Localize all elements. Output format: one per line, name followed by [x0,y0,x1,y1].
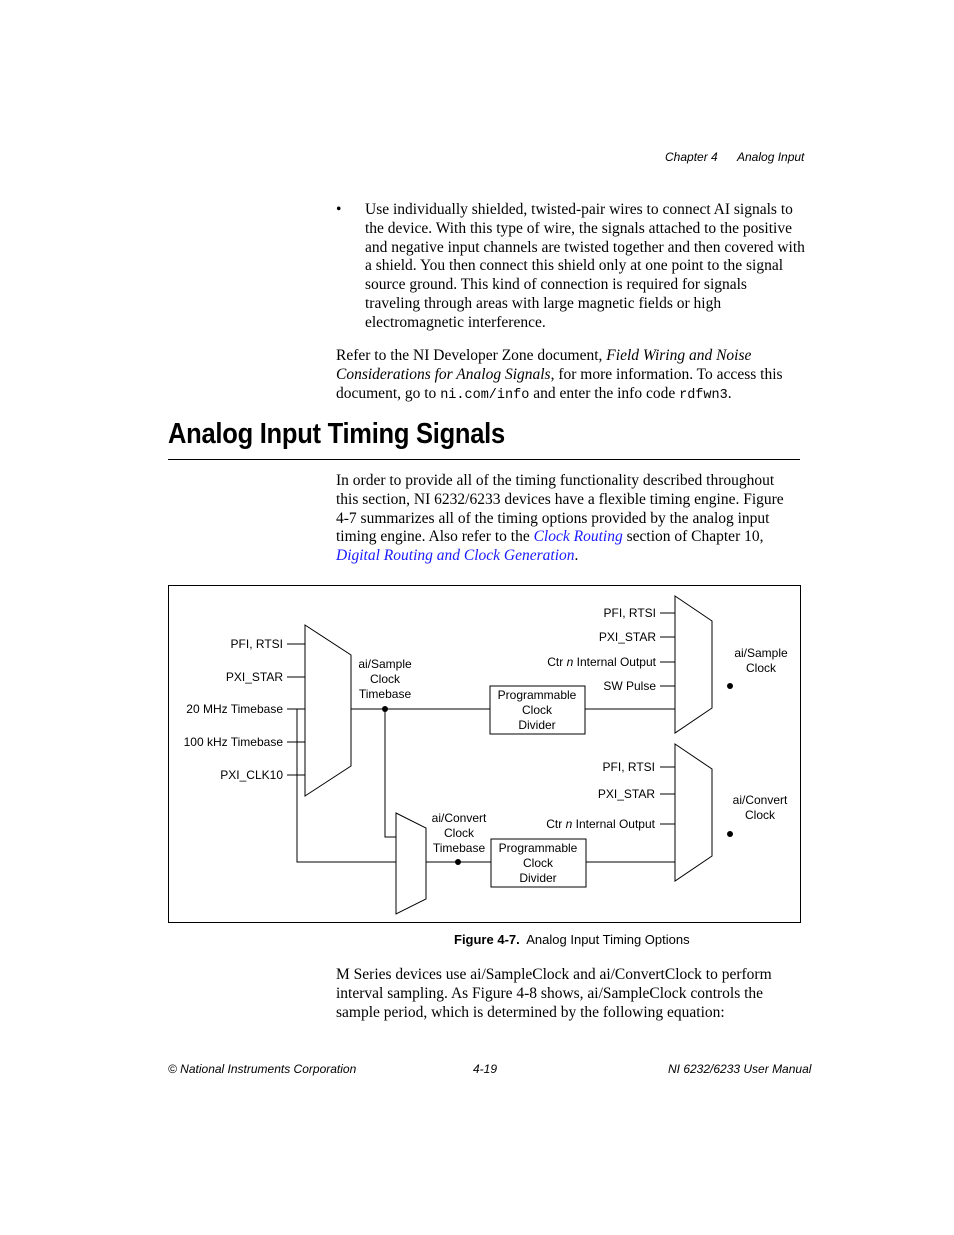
convert-clock-mux [675,744,712,881]
convert-tb-label-2: Timebase [432,841,486,855]
tb-input-1: PXI_STAR [225,670,283,684]
tb-input-0: PFI, RTSI [230,637,283,651]
refer-middle: , for more information. To access this document, go to [336,365,783,402]
sample-divider-label-0: Programmable [497,688,577,702]
footer-right: NI 6232/6233 User Manual [668,1062,812,1076]
convert-output-label-1: Clock [744,808,776,822]
intro-part1: In order to provide all of the timing functionality described throughout this section, NI 6232/6233 devices have a flexible timing engine. Figure 4-7 summarizes all of the timing options provided by the analog input timing engine. Also refer to the [336,472,784,546]
sample-divider-label-1: Clock [521,703,553,717]
tb-input-2: 20 MHz Timebase [186,702,283,716]
closing-paragraph: M Series devices use ai/SampleClock and ai/ConvertClock to perform interval sampling. As Figure 4-8 shows, ai/SampleClock controls the sample period, which is determined by the following equation: [336,966,772,1021]
heading-rule [168,459,800,460]
clock-routing-link[interactable]: Clock Routing [533,528,623,546]
caption-title: Analog Input Timing Options [526,932,690,947]
figure-caption [454,932,690,947]
intro-part3: . [574,547,579,565]
convert-clock-junction [727,831,733,837]
sample-input-3: SW Pulse [603,679,656,693]
intro-paragraph [336,472,800,566]
footer-page-number: 4-19 [473,1062,498,1076]
timebase-mux [305,625,351,796]
convert-timebase-mux [396,813,426,914]
header-chapter: Chapter 4 [665,150,718,164]
convert-input-1: PXI_STAR [597,787,655,801]
convert-divider-label-0: Programmable [498,841,578,855]
header-section: Analog Input [737,150,805,164]
convert-tb-label-0: ai/Convert [431,811,487,825]
refer-doc-title: Field Wiring and Noise Considerations for Analog Signals [336,347,752,383]
sample-tb-label-1: Clock [369,672,401,686]
timing-diagram-svg [169,586,800,922]
convert-tb-label-1: Clock [443,826,475,840]
tb-input-3: 100 kHz Timebase [183,735,283,749]
bullet-marker: • [336,201,342,218]
sample-input-1: PXI_STAR [598,630,656,644]
sample-clock-junction [727,683,733,689]
digital-routing-link[interactable]: Digital Routing and Clock Generation [336,547,575,565]
timing-diagram [168,585,801,923]
sample-output-label-1: Clock [745,661,777,675]
refer-after-url: and enter the info code [529,384,680,402]
sample-tb-label-0: ai/Sample [358,657,412,671]
convert-input-0: PFI, RTSI [602,760,655,774]
bullet-text: Use individually shielded, twisted-pair wires to connect AI signals to the device. With this type of wire, the signals attached to the positive and negative input channels are twisted together and then covered with a shield. You then connect this shield only at one point to the signal source ground. This kind of connection is required for signals traveling through areas with large magnetic fields or high electromagnetic interference. [365,201,805,331]
sample-tb-label-2: Timebase [358,687,412,701]
sample-timebase-junction [382,706,388,712]
section-heading: Analog Input Timing Signals [168,418,505,450]
refer-end: . [727,384,732,402]
convert-divider-label-1: Clock [522,856,554,870]
convert-input-2: Ctr n Internal Output [546,817,655,831]
sample-output-label-0: ai/Sample [734,646,788,660]
convert-timebase-junction [455,859,461,865]
sample-clock-mux [675,596,712,733]
intro-part2: section of Chapter 10, [622,528,764,546]
refer-paragraph [336,347,800,405]
refer-url: ni.com/info [440,387,530,403]
sample-input-0: PFI, RTSI [603,606,656,620]
convert-divider-label-2: Divider [519,871,557,885]
tb-input-4: PXI_CLK10 [220,768,283,782]
refer-prefix: Refer to the NI Developer Zone document, [336,347,607,364]
caption-number: Figure 4-7. [454,932,520,947]
sample-divider-label-2: Divider [518,718,556,732]
refer-code: rdfwn3 [679,387,728,403]
sample-input-2: Ctr n Internal Output [547,655,656,669]
convert-output-label-0: ai/Convert [732,793,788,807]
footer-left: © National Instruments Corporation [168,1062,357,1076]
